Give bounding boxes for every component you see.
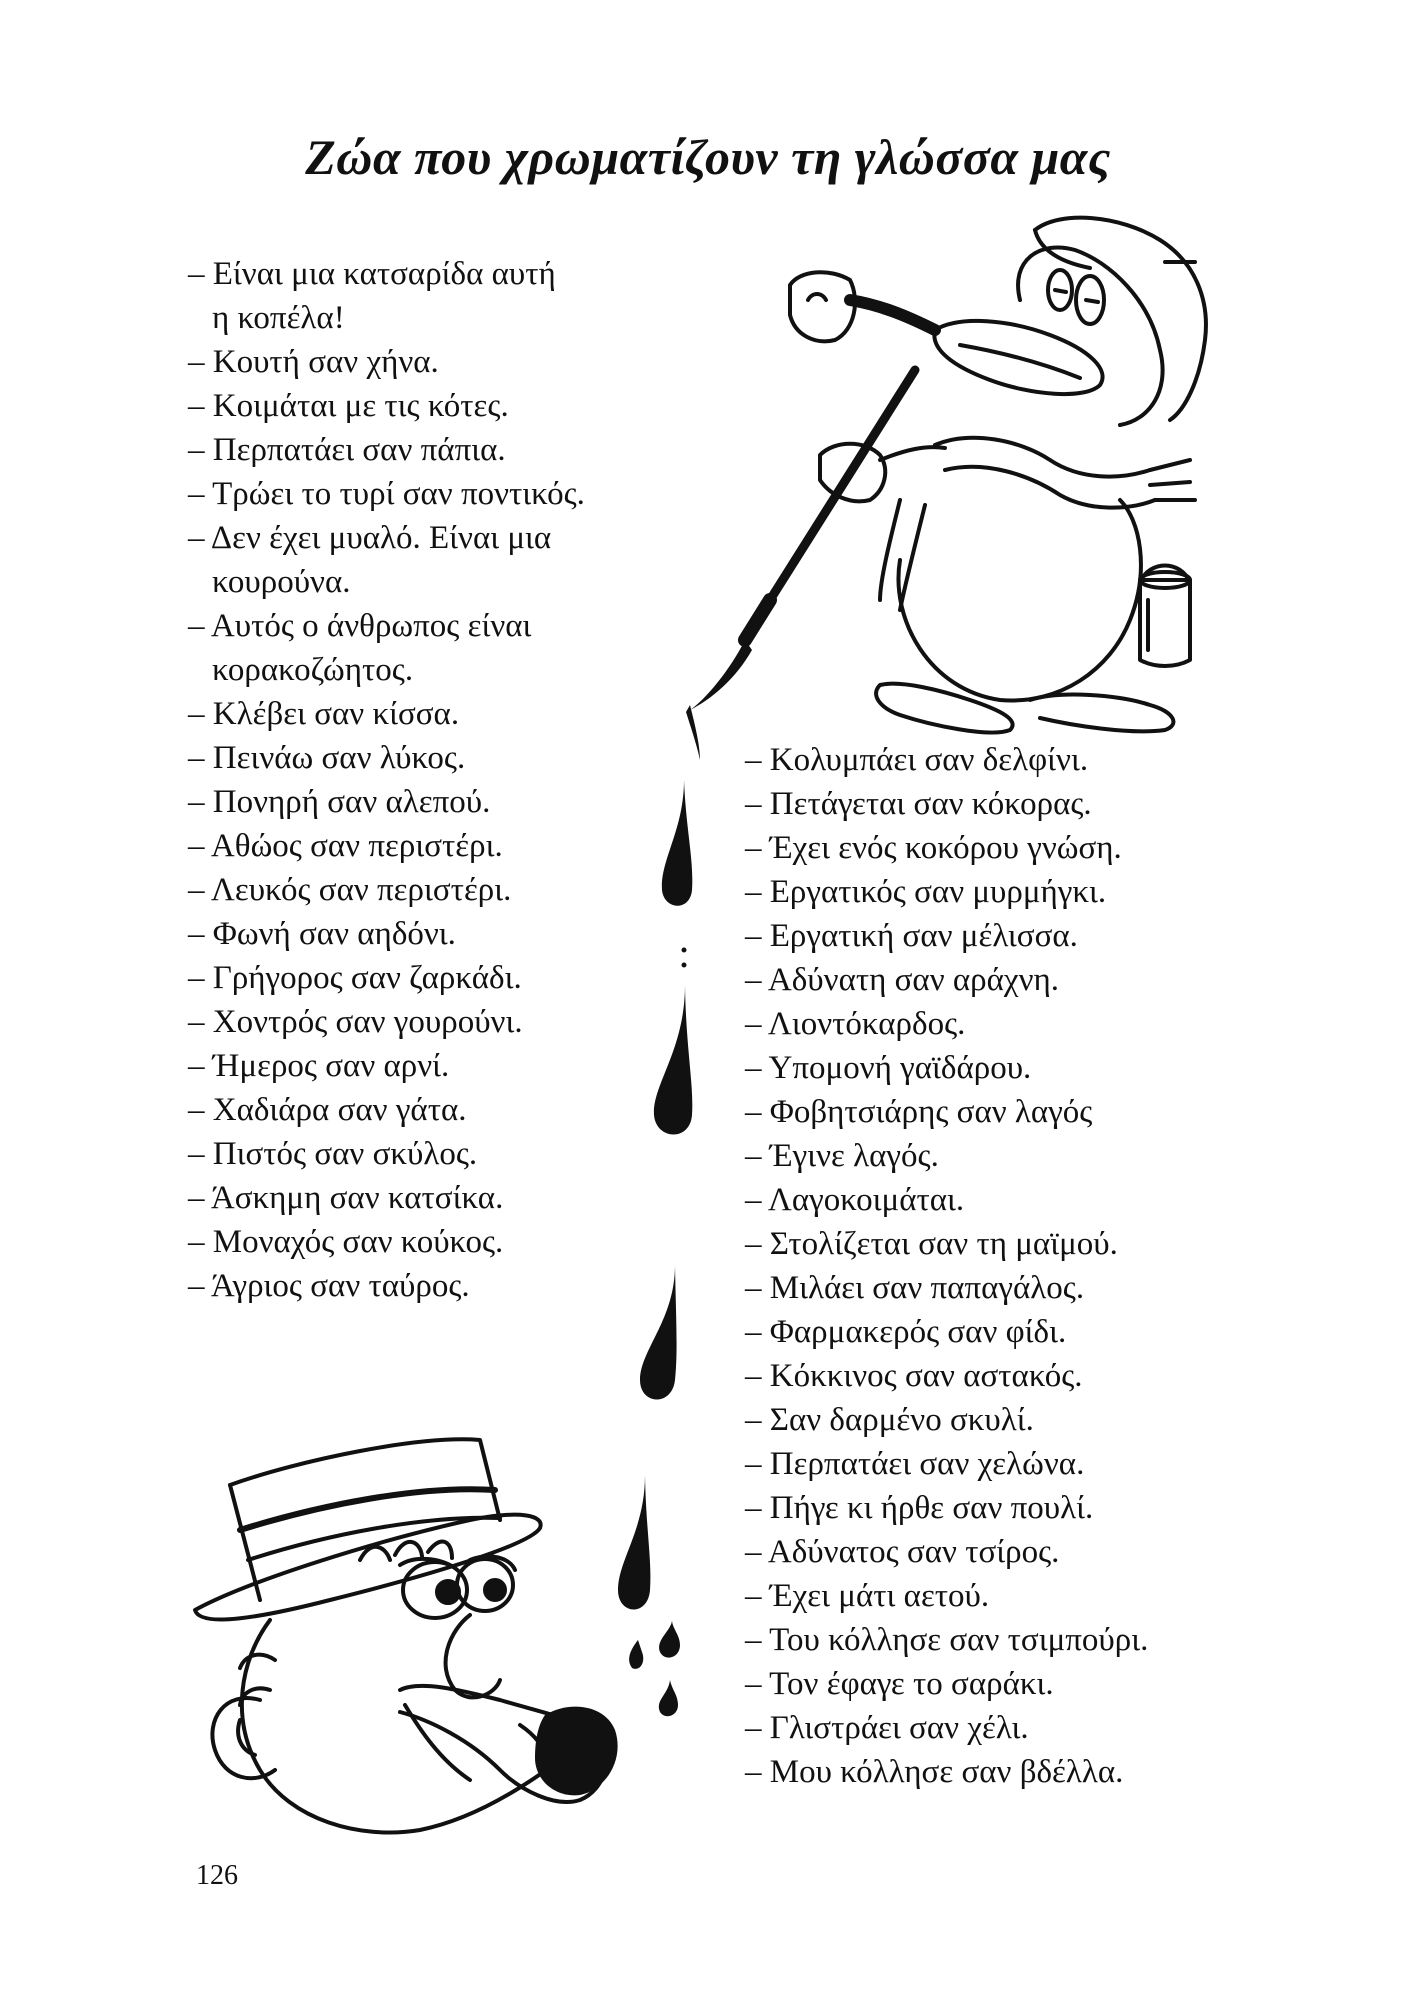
list-item: – Άσκημη σαν κατσίκα.: [188, 1180, 504, 1216]
list-item: – Μιλάει σαν παπαγάλος.: [745, 1270, 1085, 1306]
list-item: – Πονηρή σαν αλεπού.: [188, 784, 491, 820]
list-item: – Του κόλλησε σαν τσιμπούρι.: [745, 1622, 1149, 1658]
ink-blot-icon: [535, 1707, 618, 1796]
list-item: κορακοζώητος.: [212, 652, 414, 688]
list-item: – Φοβητσιάρης σαν λαγός: [745, 1094, 1093, 1130]
list-item: – Κόκκινος σαν αστακός.: [745, 1358, 1083, 1394]
list-item: – Εργατική σαν μέλισσα.: [745, 918, 1078, 954]
list-item: – Κουτή σαν χήνα.: [188, 344, 439, 380]
list-item: – Μου κόλλησε σαν βδέλλα.: [745, 1754, 1124, 1790]
list-item: – Πιστός σαν σκύλος.: [188, 1136, 478, 1172]
list-item: – Λαγοκοιμάται.: [745, 1182, 965, 1218]
list-item: – Μοναχός σαν κούκος.: [188, 1224, 504, 1260]
list-item: – Κολυμπάει σαν δελφίνι.: [745, 742, 1089, 778]
page-title: Ζώα που χρωματίζουν τη γλώσσα μας: [305, 129, 1111, 185]
list-item: – Τρώει το τυρί σαν ποντικός.: [188, 476, 585, 512]
list-item: – Δεν έχει μυαλό. Είναι μια: [188, 520, 552, 556]
list-item: – Αυτός ο άνθρωπος είναι: [188, 608, 532, 644]
list-item: – Κοιμάται με τις κότες.: [188, 388, 509, 424]
list-item: – Αδύνατη σαν αράχνη.: [745, 962, 1059, 998]
list-item: – Έχει μάτι αετού.: [745, 1578, 990, 1614]
list-item: – Είναι μια κατσαρίδα αυτή: [188, 256, 556, 292]
list-item: κουρούνα.: [212, 564, 351, 600]
list-item: – Φωνή σαν αηδόνι.: [188, 916, 456, 952]
list-item: – Λιοντόκαρδος.: [745, 1006, 966, 1042]
list-item: – Εργατικός σαν μυρμήγκι.: [745, 874, 1107, 910]
list-item: – Έγινε λαγός.: [745, 1138, 939, 1174]
list-item: – Χοντρός σαν γουρούνι.: [188, 1004, 523, 1040]
list-item: – Άγριος σαν ταύρος.: [188, 1268, 470, 1304]
list-item: – Γρήγορος σαν ζαρκάδι.: [188, 960, 522, 996]
list-item: – Έχει ενός κοκόρου γνώση.: [745, 830, 1122, 866]
list-item: – Πήγε κι ήρθε σαν πουλί.: [745, 1490, 1094, 1526]
list-item: – Λευκός σαν περιστέρι.: [188, 872, 512, 908]
duck-painter-icon: [745, 218, 1206, 733]
list-item: – Υπομονή γαϊδάρου.: [745, 1050, 1032, 1086]
list-item: – Αθώος σαν περιστέρι.: [188, 828, 503, 864]
list-item: – Στολίζεται σαν τη μαϊμού.: [745, 1226, 1118, 1262]
list-item: – Ήμερος σαν αρνί.: [188, 1048, 450, 1084]
list-item: – Πετάγεται σαν κόκορας.: [745, 786, 1092, 822]
list-item: – Πεινάω σαν λύκος.: [188, 740, 466, 776]
list-item: η κοπέλα!: [212, 300, 345, 336]
list-item: – Τον έφαγε το σαράκι.: [745, 1666, 1054, 1702]
list-item: – Κλέβει σαν κίσσα.: [188, 696, 460, 732]
page-number: 126: [196, 1860, 238, 1891]
list-item: – Γλιστράει σαν χέλι.: [745, 1710, 1029, 1746]
list-item: – Φαρμακερός σαν φίδι.: [745, 1314, 1067, 1350]
ink-drop-icon: [618, 640, 752, 1716]
list-item: – Χαδιάρα σαν γάτα.: [188, 1092, 467, 1128]
list-item: – Αδύνατος σαν τσίρος.: [745, 1534, 1060, 1570]
list-item: – Σαν δαρμένο σκυλί.: [745, 1402, 1034, 1438]
list-item: – Περπατάει σαν χελώνα.: [745, 1446, 1085, 1482]
list-item: – Περπατάει σαν πάπια.: [188, 432, 506, 468]
